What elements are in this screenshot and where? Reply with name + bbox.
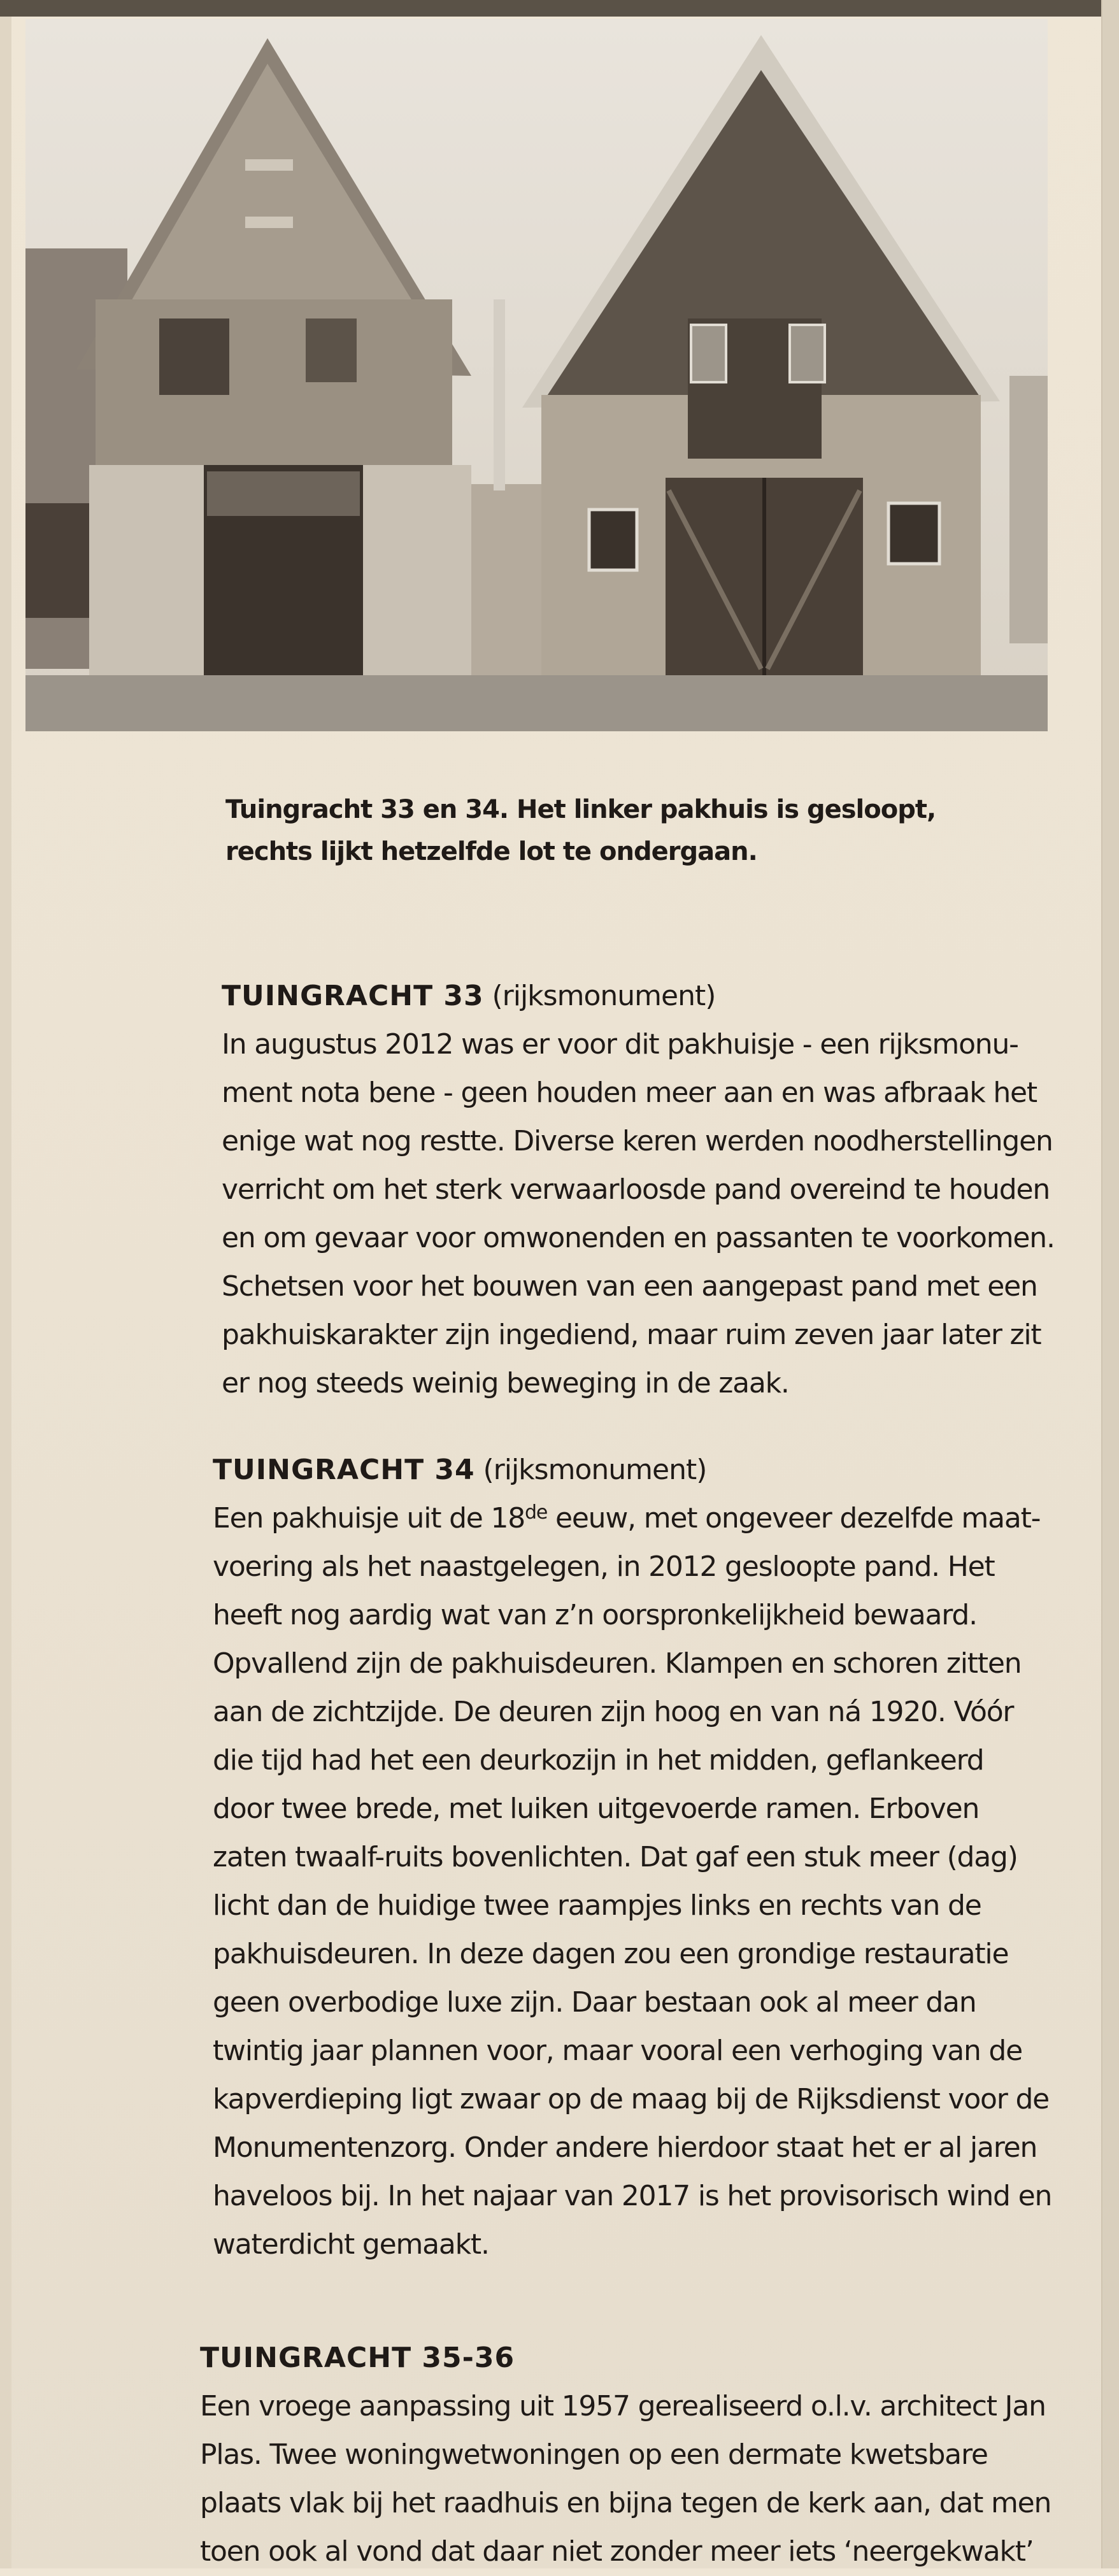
facing-page-edge bbox=[1101, 0, 1119, 2568]
body-line: kapverdieping ligt zwaar op de maag bij de Rijksdienst voor de bbox=[213, 2083, 1050, 2115]
body-line: er nog steeds weinig beweging in de zaak. bbox=[222, 1367, 789, 1399]
body-line: pakhuisdeuren. In deze dagen zou een grondige restauratie bbox=[213, 1938, 1009, 1970]
body-line: aan de zichtzijde. De deuren zijn hoog en van ná 1920. Vóór bbox=[213, 1696, 1014, 1728]
section-tuingracht-35-36 bbox=[200, 2334, 1051, 2576]
body-line: door twee brede, met luiken uitgevoerde ramen. Erboven bbox=[213, 1792, 980, 1825]
body-line: en om gevaar voor omwonenden en passanten te voorkomen. bbox=[222, 1222, 1055, 1254]
background-top bbox=[0, 0, 1119, 17]
body-line: licht dan de huidige twee raampjes links en rechts van de bbox=[213, 1889, 981, 1922]
body-line: toen ook al vond dat daar niet zonder meer iets ‘neergekwakt’ bbox=[200, 2535, 1034, 2568]
body-line bbox=[213, 1494, 1051, 1543]
body-line: Een vroege aanpassing uit 1957 gerealiseerd o.l.v. architect Jan bbox=[200, 2390, 1046, 2422]
body-text: eeuw, met ongeveer dezelfde maat- bbox=[547, 1502, 1041, 1535]
body-line: ment nota bene - geen houden meer aan en was afbraak het bbox=[222, 1077, 1037, 1109]
heading-subtitle: (rijksmonument) bbox=[483, 1454, 707, 1486]
heading-text: TUINGRACHT 35-36 bbox=[200, 2342, 515, 2374]
body-line: haveloos bij. In het najaar van 2017 is het provisorisch wind en bbox=[213, 2180, 1052, 2212]
body-line: Plas. Twee woningwetwoningen op een dermate kwetsbare bbox=[200, 2438, 988, 2471]
warehouse-photo bbox=[25, 19, 1048, 731]
heading-text: TUINGRACHT 34 bbox=[213, 1454, 475, 1486]
heading-subtitle: (rijksmonument) bbox=[492, 980, 716, 1012]
body-line: verricht om het sterk verwaarloosde pand overeind te houden bbox=[222, 1173, 1050, 1206]
body-line: Schetsen voor het bouwen van een aangepast pand met een bbox=[222, 1270, 1037, 1303]
page-edge bbox=[0, 0, 11, 2568]
body-text: Een pakhuisje uit de 18 bbox=[213, 1502, 525, 1535]
photo-caption bbox=[225, 789, 936, 873]
caption-line: Tuingracht 33 en 34. Het linker pakhuis is gesloopt, bbox=[225, 795, 936, 824]
body-line: Opvallend zijn de pakhuisdeuren. Klampen en schoren zitten bbox=[213, 1647, 1022, 1680]
section-tuingracht-33 bbox=[222, 972, 1055, 1408]
body-line: zaten twaalf-ruits bovenlichten. Dat gaf een stuk meer (dag) bbox=[213, 1841, 1018, 1873]
body-line: geen overbodige luxe zijn. Daar bestaan ook al meer dan bbox=[213, 1986, 976, 2019]
section-heading bbox=[222, 972, 1055, 1020]
body-line: In augustus 2012 was er voor dit pakhuisje - een rijksmonu- bbox=[222, 1028, 1018, 1061]
body-line: enige wat nog restte. Diverse keren werden noodherstellingen bbox=[222, 1125, 1053, 1157]
caption-line: rechts lijkt hetzelfde lot te ondergaan. bbox=[225, 837, 757, 866]
superscript: de bbox=[525, 1501, 548, 1524]
body-line: twintig jaar plannen voor, maar vooral een verhoging van de bbox=[213, 2035, 1023, 2067]
body-line: pakhuiskarakter zijn ingediend, maar ruim zeven jaar later zit bbox=[222, 1319, 1041, 1351]
section-heading bbox=[213, 1446, 1051, 1494]
body-line: die tijd had het een deurkozijn in het midden, geflankeerd bbox=[213, 1744, 984, 1777]
section-heading bbox=[200, 2334, 1051, 2382]
body-line: plaats vlak bij het raadhuis en bijna tegen de kerk aan, dat men bbox=[200, 2487, 1051, 2519]
body-line: waterdicht gemaakt. bbox=[213, 2228, 489, 2261]
section-tuingracht-34 bbox=[213, 1446, 1051, 2269]
body-line: voering als het naastgelegen, in 2012 gesloopte pand. Het bbox=[213, 1550, 995, 1583]
heading-text: TUINGRACHT 33 bbox=[222, 980, 484, 1012]
body-line: Monumentenzorg. Onder andere hierdoor staat het er al jaren bbox=[213, 2131, 1037, 2164]
body-line: heeft nog aardig wat van z’n oorspronkelijkheid bewaard. bbox=[213, 1599, 977, 1631]
